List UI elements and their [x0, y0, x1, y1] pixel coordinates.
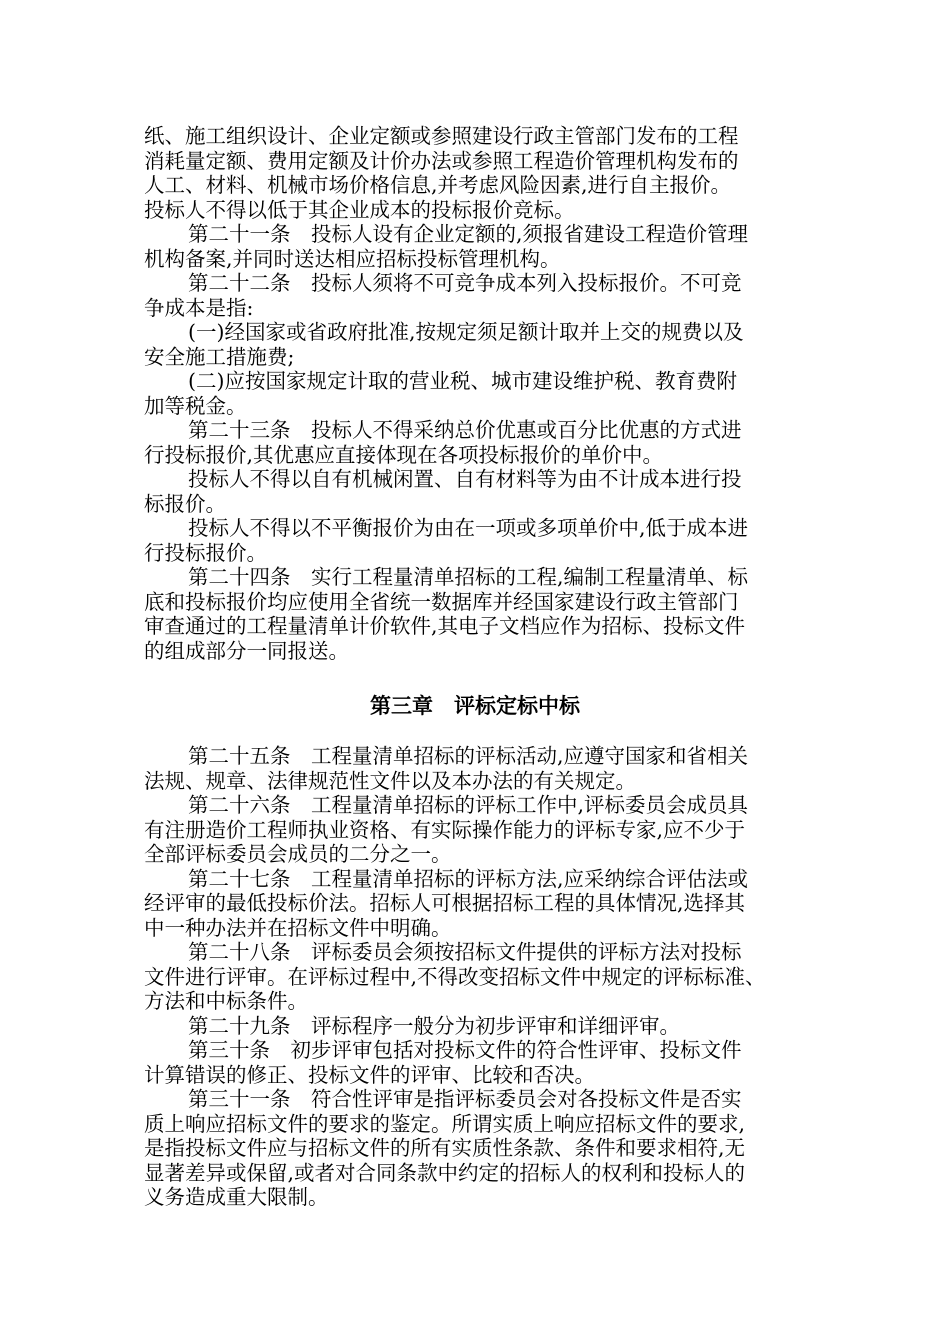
- text-line: 义务造成重大限制。: [144, 1185, 329, 1209]
- text-line: 安全施工措施费;: [144, 344, 295, 369]
- text-line: 有注册造价工程师执业资格、有实际操作能力的评标专家,应不少于: [144, 817, 746, 842]
- text-line: (一)经国家或省政府批准,按规定须足额计取并上交的规费以及: [188, 320, 744, 344]
- text-line: 经评审的最低投标价法。招标人可根据招标工程的具体情况,选择其: [144, 891, 746, 915]
- text-line: 审查通过的工程量清单计价软件,其电子文档应作为招标、投标文件: [144, 614, 746, 638]
- text-line: 底和投标报价均应使用全省统一数据库并经国家建设行政主管部门: [144, 589, 739, 614]
- text-line: 行投标报价。: [144, 540, 267, 565]
- text-line: 中一种办法并在招标文件中明确。: [144, 915, 452, 940]
- text-line: 质上响应招标文件的要求的鉴定。所谓实质上响应招标文件的要求,: [144, 1111, 746, 1136]
- text-line: 投标人不得以自有机械闲置、自有材料等为由不计成本进行投: [188, 467, 742, 491]
- text-line: 消耗量定额、费用定额及计价办法或参照工程造价管理机构发布的: [144, 148, 739, 173]
- text-line: 第二十三条 投标人不得采纳总价优惠或百分比优惠的方式进: [188, 418, 742, 442]
- text-line: 第二十八条 评标委员会须按招标文件提供的评标方法对投标: [188, 940, 742, 964]
- text-line: 第二十四条 实行工程量清单招标的工程,编制工程量清单、标: [188, 565, 749, 589]
- text-line: 显著差异或保留,或者对合同条款中约定的招标人的权利和投标人的: [144, 1160, 746, 1185]
- text-line: 第二十七条 工程量清单招标的评标方法,应采纳综合评估法或: [188, 866, 749, 891]
- text-line: 是指投标文件应与招标文件的所有实质性条款、条件和要求相符,无: [144, 1136, 746, 1160]
- text-line: 第二十九条 评标程序一般分为初步评审和详细评审。: [188, 1013, 680, 1038]
- text-line: (二)应按国家规定计取的营业税、城市建设维护税、教育费附: [188, 369, 737, 393]
- text-line: 第三十一条 符合性评审是指评标委员会对各投标文件是否实: [188, 1087, 742, 1111]
- text-line: 第二十五条 工程量清单招标的评标活动,应遵守国家和省相关: [188, 744, 749, 768]
- text-line: 方法和中标条件。: [144, 989, 308, 1013]
- text-line: 标报价。: [144, 491, 226, 516]
- text-line: 投标人不得以低于其企业成本的投标报价竞标。: [144, 197, 575, 222]
- text-line: 第二十二条 投标人须将不可竞争成本列入投标报价。不可竞: [188, 271, 742, 295]
- text-line: 机构备案,并同时送达相应招标投标管理机构。: [144, 246, 561, 271]
- text-line: 加等税金。: [144, 393, 247, 418]
- text-line: 投标人不得以不平衡报价为由在一项或多项单价中,低于成本进: [188, 516, 749, 540]
- text-line: 第三十条 初步评审包括对投标文件的符合性评审、投标文件: [188, 1038, 742, 1062]
- text-line: 计算错误的修正、投标文件的评审、比较和否决。: [144, 1062, 595, 1087]
- text-line: 全部评标委员会成员的二分之一。: [144, 842, 452, 866]
- text-line: 纸、施工组织设计、企业定额或参照建设行政主管部门发布的工程: [144, 124, 739, 148]
- text-line: 第二十六条 工程量清单招标的评标工作中,评标委员会成员具: [188, 793, 749, 817]
- chapter-heading: 第三章 评标定标中标: [370, 694, 580, 718]
- text-line: 法规、规章、法律规范性文件以及本办法的有关规定。: [144, 768, 636, 793]
- text-line: 第二十一条 投标人设有企业定额的,须报省建设工程造价管理: [188, 222, 749, 246]
- body-text-section-2: [144, 744, 834, 1210]
- text-line: 人工、材料、机械市场价格信息,并考虑风险因素,进行自主报价。: [144, 173, 732, 197]
- body-text-section-1: [144, 124, 834, 663]
- text-line: 争成本是指:: [144, 295, 254, 320]
- text-line: 文件进行评审。在评标过程中,不得改变招标文件中规定的评标标准、: [144, 964, 766, 989]
- text-line: 的组成部分一同报送。: [144, 638, 349, 663]
- text-line: 行投标报价,其优惠应直接体现在各项投标报价的单价中。: [144, 442, 664, 467]
